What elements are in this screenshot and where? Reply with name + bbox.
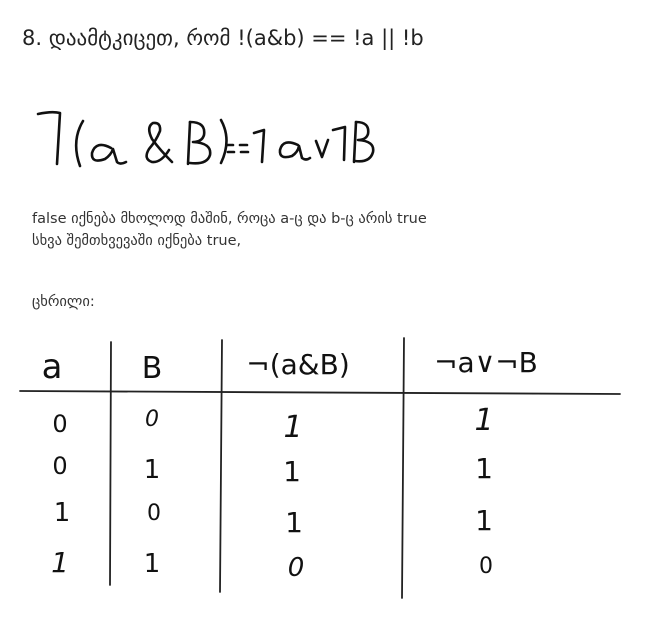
cell-r4-not-and: 0: [287, 553, 305, 583]
header-a: a: [41, 347, 63, 387]
explanation-line-2: სხვა შემთხვევაში იქნება true,: [32, 233, 242, 249]
table-column-divider-2: [220, 340, 222, 592]
header-b: B: [141, 351, 163, 386]
explanation-line-1: false იქნება მხოლოდ მაშინ, როცა a-ც და b-ც არის true: [32, 211, 427, 227]
table-column-divider-1: [110, 342, 111, 585]
header-not-a-or-not-b: ¬a∨¬B: [434, 346, 538, 379]
cell-r4-or: 0: [479, 554, 493, 579]
cell-r1-b: 0: [145, 407, 159, 432]
cell-r4-a: 1: [51, 546, 69, 579]
cell-r4-b: 1: [143, 549, 161, 579]
cell-r3-a: 1: [53, 498, 71, 528]
table-column-divider-3: [402, 338, 404, 598]
cell-r1-a: 0: [52, 410, 68, 438]
cell-r1-or: 1: [474, 403, 494, 438]
cell-r1-not-and: 1: [283, 410, 303, 445]
cell-r3-b: 0: [147, 501, 161, 526]
cell-r3-not-and: 1: [285, 506, 303, 539]
cell-r2-a: 0: [52, 452, 68, 480]
cell-r2-b: 1: [143, 455, 161, 485]
cell-r2-not-and: 1: [283, 455, 301, 488]
cell-r2-or: 1: [475, 452, 493, 485]
table-label: ცხრილი:: [32, 294, 95, 310]
cell-r3-or: 1: [475, 504, 493, 537]
header-not-a-and-b: ¬(a&B): [246, 348, 350, 381]
exercise-heading: 8. დაამტკიცეთ, რომ !(a&b) == !a || !b: [22, 26, 424, 50]
